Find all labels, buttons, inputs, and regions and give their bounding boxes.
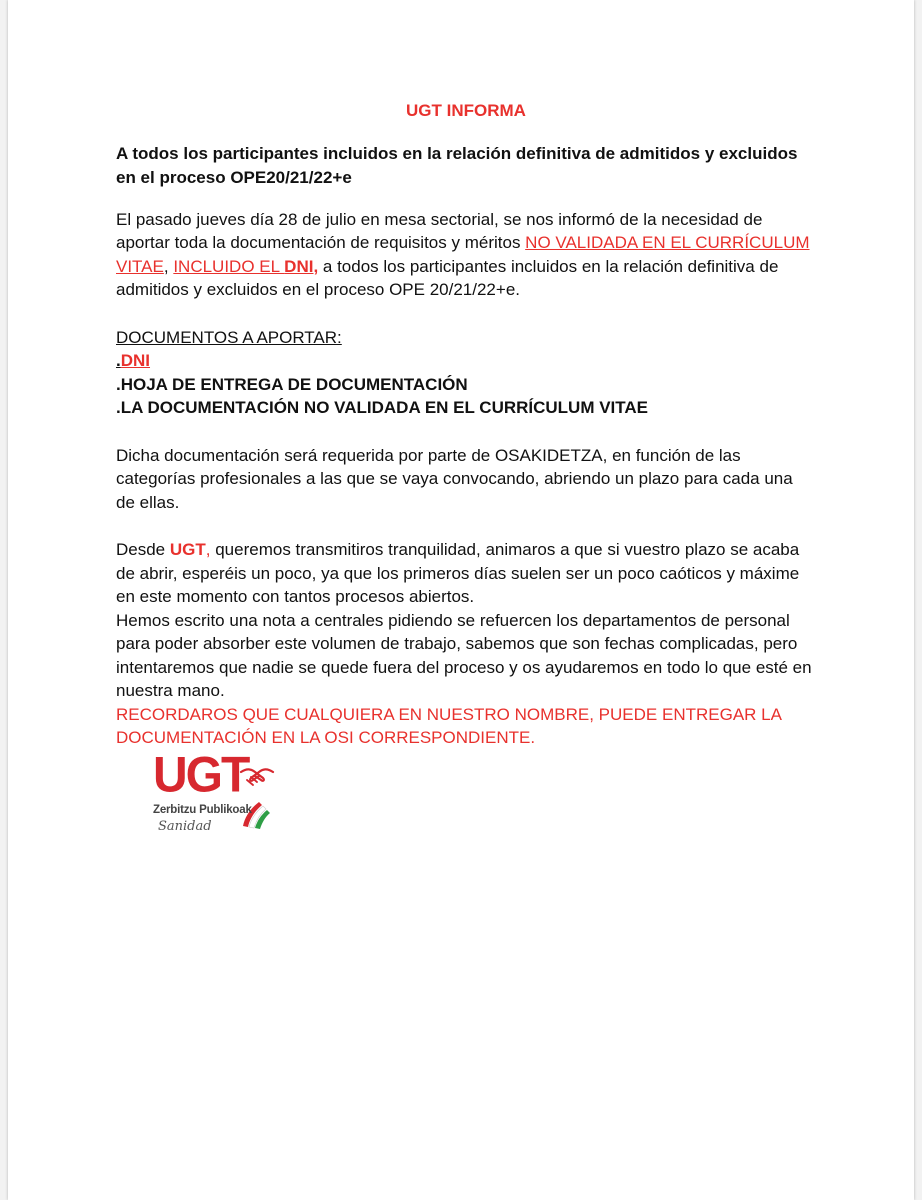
ugt-highlight: UGT xyxy=(169,540,206,559)
paragraph-intro-sep: , xyxy=(163,256,174,276)
highlight-included: INCLUIDO EL xyxy=(173,256,285,276)
ugt-logo-mark: UGT xyxy=(153,747,249,804)
paragraph-intro xyxy=(116,208,816,302)
documents-item-dni xyxy=(116,349,816,373)
ugt-logo-subtitle: Zerbitzu Publikoak xyxy=(153,804,252,816)
paragraph-note: Hemos escrito una nota a centrales pidiendo se refuercen los departamentos de personal para poder absorber este volumen de trabajo, sabemos que son fechas complicadas, pero intentaremos que nadie se quede fuera del proceso y os ayudaremos en todo lo que esté en nuestra mano. xyxy=(116,610,812,700)
paragraph-intro-text-a: El pasado jueves día 28 de julio en mesa sectorial, se nos informó de la necesidad de aportar toda la documentación de requisitos y méritos xyxy=(116,209,763,252)
paragraph-ugt-text-a: Desde xyxy=(116,540,170,559)
document-title: UGT INFORMA xyxy=(406,101,526,120)
highlight-dni: DNI, xyxy=(284,256,319,276)
paragraph-ugt-message xyxy=(116,538,816,609)
documents-list xyxy=(116,326,816,420)
highlight-not-validated: NO VALIDADA EN EL CURRÍCULUM VITAE xyxy=(116,233,810,276)
paragraph-osakidetza: Dicha documentación será requerida por parte de OSAKIDETZA, en función de las categorías profesionales a las que se vaya convocando, abriendo un plazo para cada una de ellas. xyxy=(116,445,793,512)
handshake-icon xyxy=(239,760,275,790)
document-content xyxy=(116,99,816,750)
ugt-logo xyxy=(153,747,283,844)
ugt-logo-tagline: Sanidad xyxy=(158,819,212,834)
documents-item-dni-dot: . xyxy=(116,351,121,370)
documents-heading: DOCUMENTOS A APORTAR: xyxy=(116,327,342,347)
documents-item-delivery-sheet: .HOJA DE ENTREGA DE DOCUMENTACIÓN xyxy=(116,374,468,394)
documents-item-dni-label: DNI xyxy=(120,351,151,370)
document-page xyxy=(8,0,914,1200)
document-heading: A todos los participantes incluidos en la relación definitiva de admitidos y excluidos en el proceso OPE20/21/22+e xyxy=(116,143,798,187)
documents-item-unvalidated: .LA DOCUMENTACIÓN NO VALIDADA EN EL CURRÍCULUM VITAE xyxy=(116,398,649,417)
ugt-comma: , xyxy=(205,540,211,559)
paragraph-intro-text-b: a todos los participantes incluidos en la relación definitiva de admitidos y excluidos en el proceso OPE 20/21/22+e. xyxy=(116,256,779,299)
reminder-text: RECORDAROS QUE CUALQUIERA EN NUESTRO NOMBRE, PUEDE ENTREGAR LA DOCUMENTACIÓN EN LA OSI CORRESPONDIENTE. xyxy=(116,704,782,747)
paragraph-ugt-text-b: queremos transmitiros tranquilidad, animaros a que si vuestro plazo se acaba de abrir, esperéis un poco, ya que los primeros días suelen ser un poco caóticos y máxime en este momento con tantos procesos abiertos. xyxy=(116,540,800,606)
